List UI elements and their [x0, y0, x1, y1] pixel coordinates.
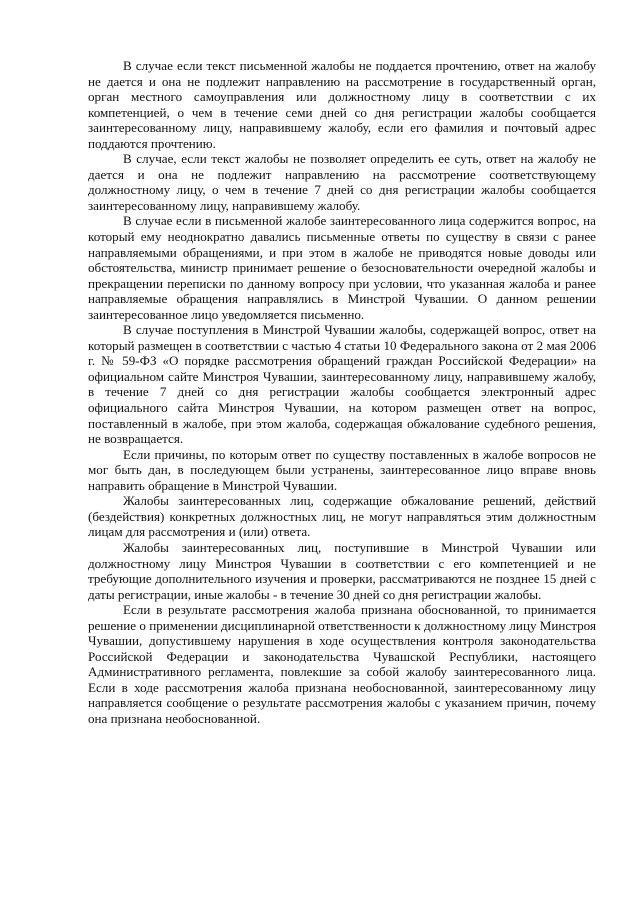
paragraph-answer-on-website: В случае поступления в Минстрой Чувашии жалобы, содержащей вопрос, ответ на который размещен в соответствии с частью 4 статьи 10 Федерального закона от 2 мая 2006 г. № 59-ФЗ «О порядке рассмотрения обращений граждан Российской Федерации» на официальном сайте Минстроя Чувашии, заинтересованному лицу, направившему жалобу, в течение 7 дней со дня регистрации жалобы сообщается электронный адрес официального сайта Минстроя Чувашии, на котором размещен ответ на вопрос, поставленный в жалобе, при этом жалоба, содержащая обжалование судебного решения, не возвращается. — [88, 322, 596, 447]
paragraph-appeal-restriction: Жалобы заинтересованных лиц, содержащие обжалование решений, действий (бездействия) конкретных должностных лиц, не могут направляться этим должностным лицам для рассмотрения и (или) ответа. — [88, 493, 596, 540]
document-page — [88, 58, 596, 727]
paragraph-review-result: Если в результате рассмотрения жалоба признана обоснованной, то принимается решение о применении дисциплинарной ответственности к должностному лицу Минстроя Чувашии, допустившему нарушения в ходе осуществления контроля законодательства Российской Федерации и законодательства Чувашской Республики, настоящего Административного регламента, повлекшие за собой жалобу заинтересованного лица. Если в ходе рассмотрения жалоба признана необоснованной, заинтересованному лицу направляется сообщение о результате рассмотрения жалобы с указанием причин, почему она признана необоснованной. — [88, 602, 596, 726]
paragraph-review-deadlines: Жалобы заинтересованных лиц, поступившие в Минстрой Чувашии или должностному лицу Минстроя Чувашии в соответствии с его компетенцией и не требующие дополнительного изучения и проверки, рассматриваются не позднее 15 дней с даты регистрации, иные жалобы - в течение 30 дней со дня регистрации жалобы. — [88, 539, 596, 602]
paragraph-repeated-question: В случае если в письменной жалобе заинтересованного лица содержится вопрос, на который ему неоднократно давались письменные ответы по существу в связи с ранее направляемыми обращениями, и при этом в жалобе не приводятся новые доводы или обстоятельства, министр принимает решение о безосновательности очередной жалобы и прекращении переписки по данному вопросу при условии, что указанная жалоба и ранее направляемые обращения направлялись в Минстрой Чувашии. О данном решении заинтересованное лицо уведомляется письменно. — [88, 213, 596, 322]
paragraph-undefined-essence: В случае, если текст жалобы не позволяет определить ее суть, ответ на жалобу не дается и она не подлежит направлению на рассмотрение соответствующему должностному лицу, о чем в течение 7 дней со дня регистрации жалобы сообщается заинтересованному лицу, направившему жалобу. — [88, 151, 596, 213]
paragraph-reasons-eliminated: Если причины, по которым ответ по существу поставленных в жалобе вопросов не мог быть дан, в последующем были устранены, заинтересованное лицо вправе вновь направить обращение в Минстрой Чувашии. — [88, 446, 596, 493]
paragraph-unreadable-complaint: В случае если текст письменной жалобы не поддается прочтению, ответ на жалобу не дается и она не подлежит направлению на рассмотрение в государственный орган, орган местного самоуправления или должностному лицу в соответствии с их компетенцией, о чем в течение семи дней со дня регистрации жалобы сообщается заинтересованному лицу, направившему жалобу, если его фамилия и почтовый адрес поддаются прочтению. — [88, 58, 596, 151]
